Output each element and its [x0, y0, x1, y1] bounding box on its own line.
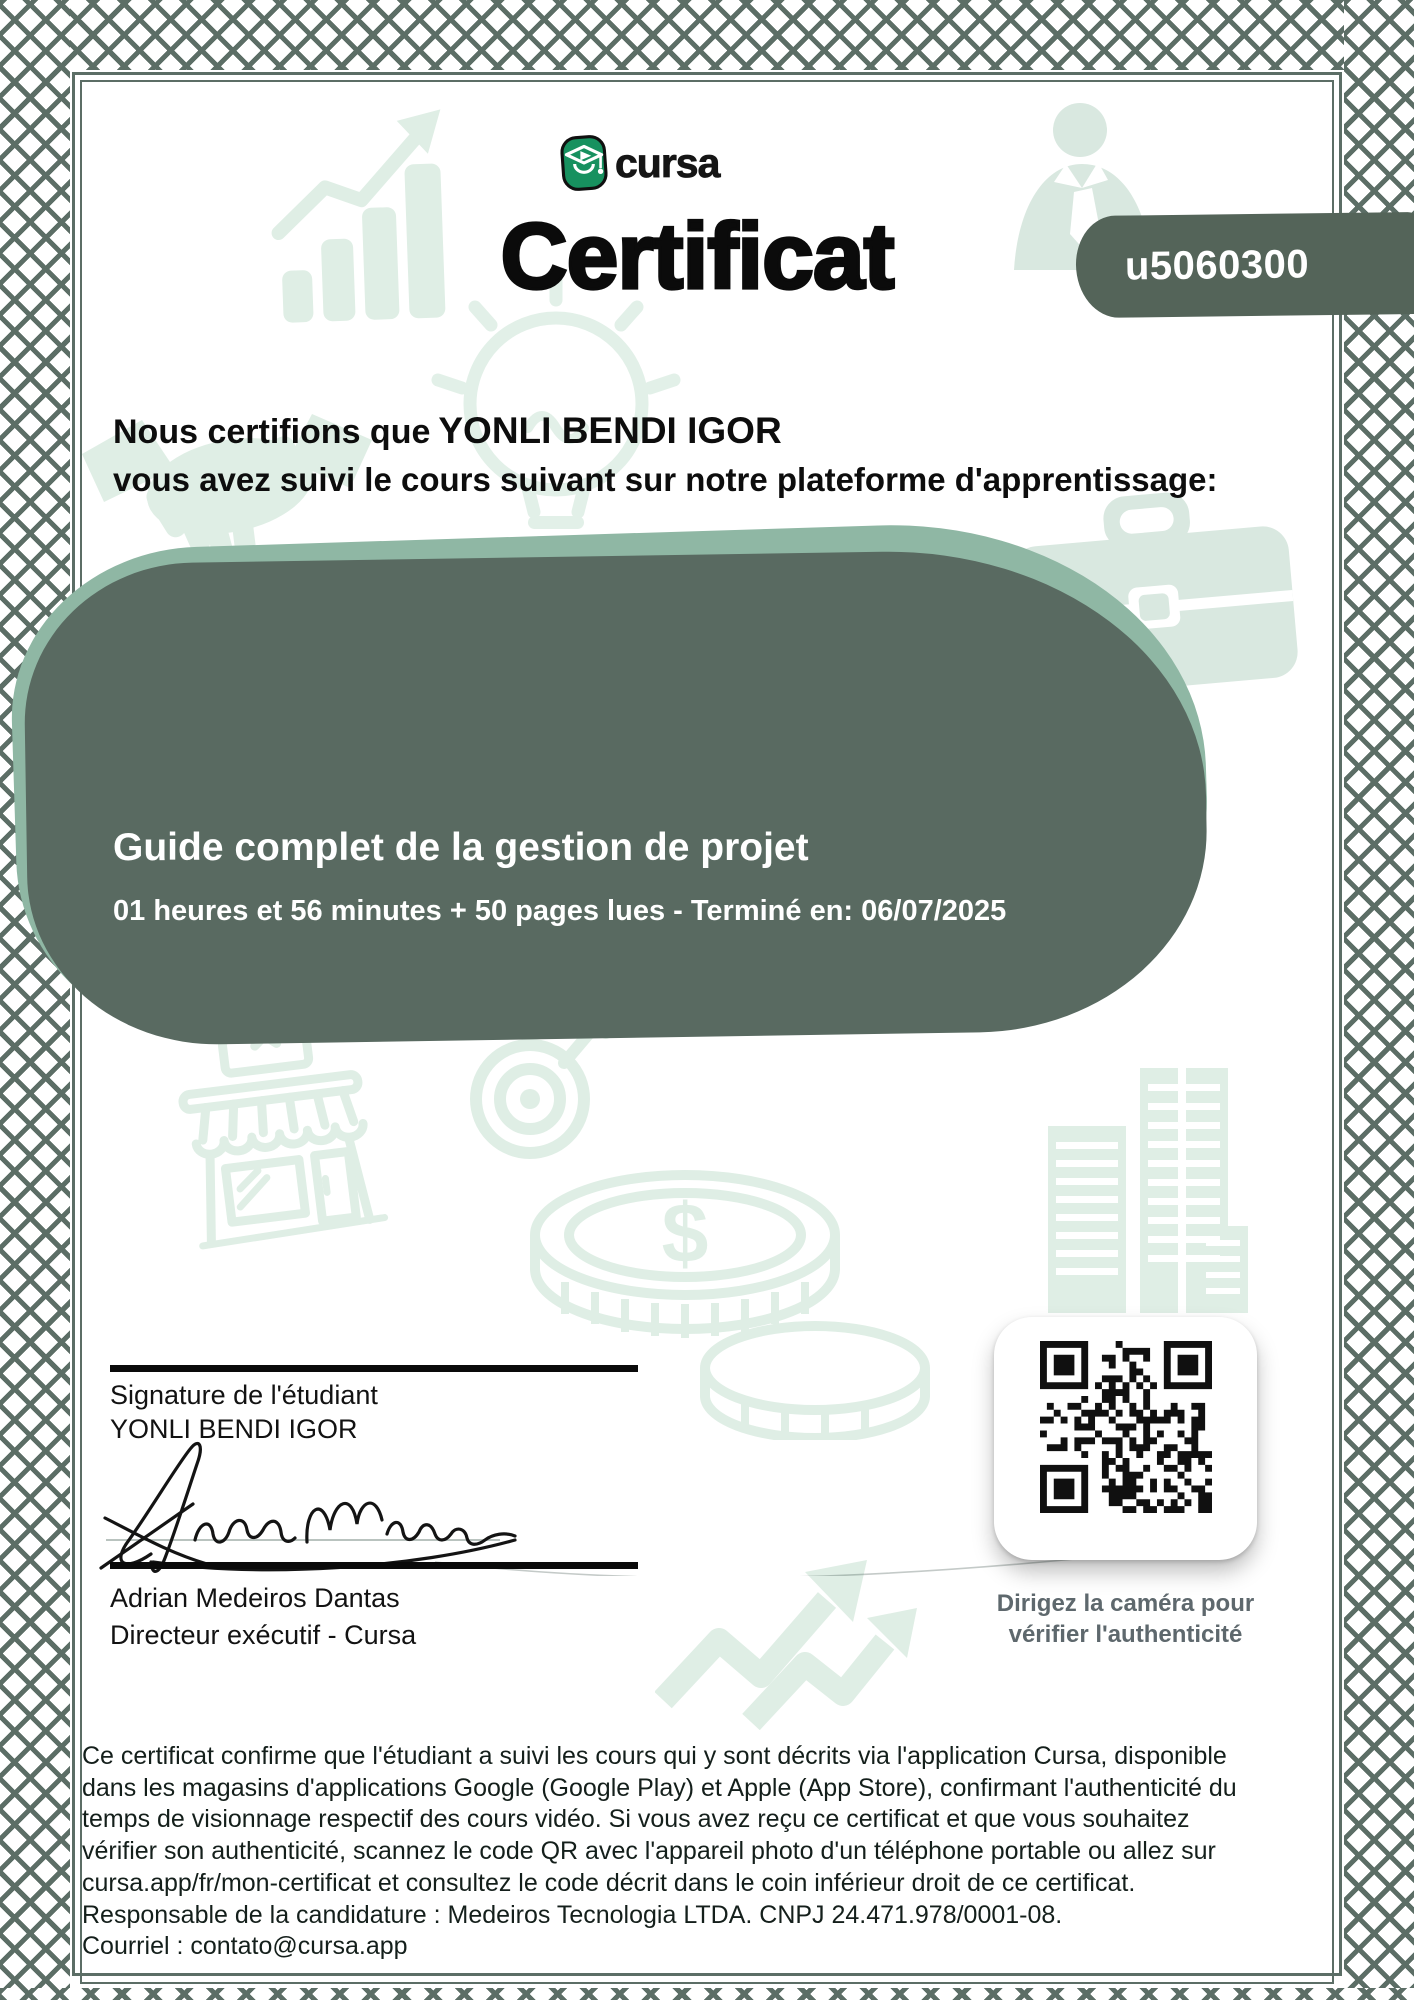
graduation-cap-play-icon	[560, 134, 608, 192]
brand-name: cursa	[615, 139, 720, 186]
footer-legal-text	[82, 1741, 1382, 1963]
certificate-title: Certificat	[500, 204, 894, 308]
signature-student-name: YONLI BENDI IGOR	[110, 1414, 358, 1444]
certify-prefix: Nous certifions que	[113, 413, 431, 451]
qr-caption	[994, 1588, 1257, 1650]
course-title: Guide complet de la gestion de projet	[113, 826, 809, 869]
footer-line: Courriel : contato@cursa.app	[82, 1932, 408, 1961]
qr-code	[1040, 1341, 1212, 1513]
certify-line-2: vous avez suivi le cours suivant sur notre plateforme d'apprentissage:	[113, 461, 1218, 498]
certificate-code-badge	[1075, 212, 1414, 318]
signature-rule-top	[110, 1365, 638, 1372]
certificate-code: u5060300	[1124, 241, 1310, 289]
footer-line: vérifier son authenticité, scannez le code QR avec l'appareil photo d'un téléphone portable ou allez sur	[82, 1837, 1216, 1866]
footer-line: dans les magasins d'applications Google (Google Play) et Apple (App Store), confirmant l'authenticité du	[82, 1773, 1237, 1802]
qr-caption-line-1: Dirigez la caméra pour	[996, 1590, 1255, 1617]
footer-line: cursa.app/fr/mon-certificat et consultez le code décrit dans le coin inférieur droit de ce certificat.	[82, 1868, 1136, 1897]
certify-line	[113, 410, 782, 452]
course-panel	[22, 547, 1209, 1047]
student-name: YONLI BENDI IGOR	[438, 410, 782, 451]
signer-name: Adrian Medeiros Dantas	[110, 1583, 400, 1613]
footer-line: Responsable de la candidature : Medeiros Tecnologia LTDA. CNPJ 24.471.978/0001-08.	[82, 1900, 1063, 1929]
signature-label: Signature de l'étudiant	[110, 1380, 378, 1410]
frame-pattern-top	[0, 0, 1414, 70]
course-meta: 01 heures et 56 minutes + 50 pages lues - Terminé en: 06/07/2025	[113, 895, 1007, 927]
footer-line: Ce certificat confirme que l'étudiant a suivi les cours qui y sont décrits via l'application Cursa, disponible	[82, 1742, 1227, 1770]
footer-line: temps de visionnage respectif des cours vidéo. Si vous avez reçu ce certificat et que vous souhaitez	[82, 1805, 1190, 1834]
coins-icon	[520, 1160, 930, 1440]
svg-text:$: $	[661, 1186, 709, 1280]
storefront-icon	[158, 1020, 397, 1255]
signer-role: Directeur exécutif - Cursa	[110, 1620, 417, 1650]
signature-rule-bottom	[110, 1562, 638, 1569]
buildings-icon	[1048, 1068, 1248, 1313]
cursa-logo	[560, 134, 719, 192]
frame-pattern-bottom	[0, 1988, 1414, 2000]
qr-caption-line-2: vérifier l'authenticité	[1008, 1621, 1243, 1648]
